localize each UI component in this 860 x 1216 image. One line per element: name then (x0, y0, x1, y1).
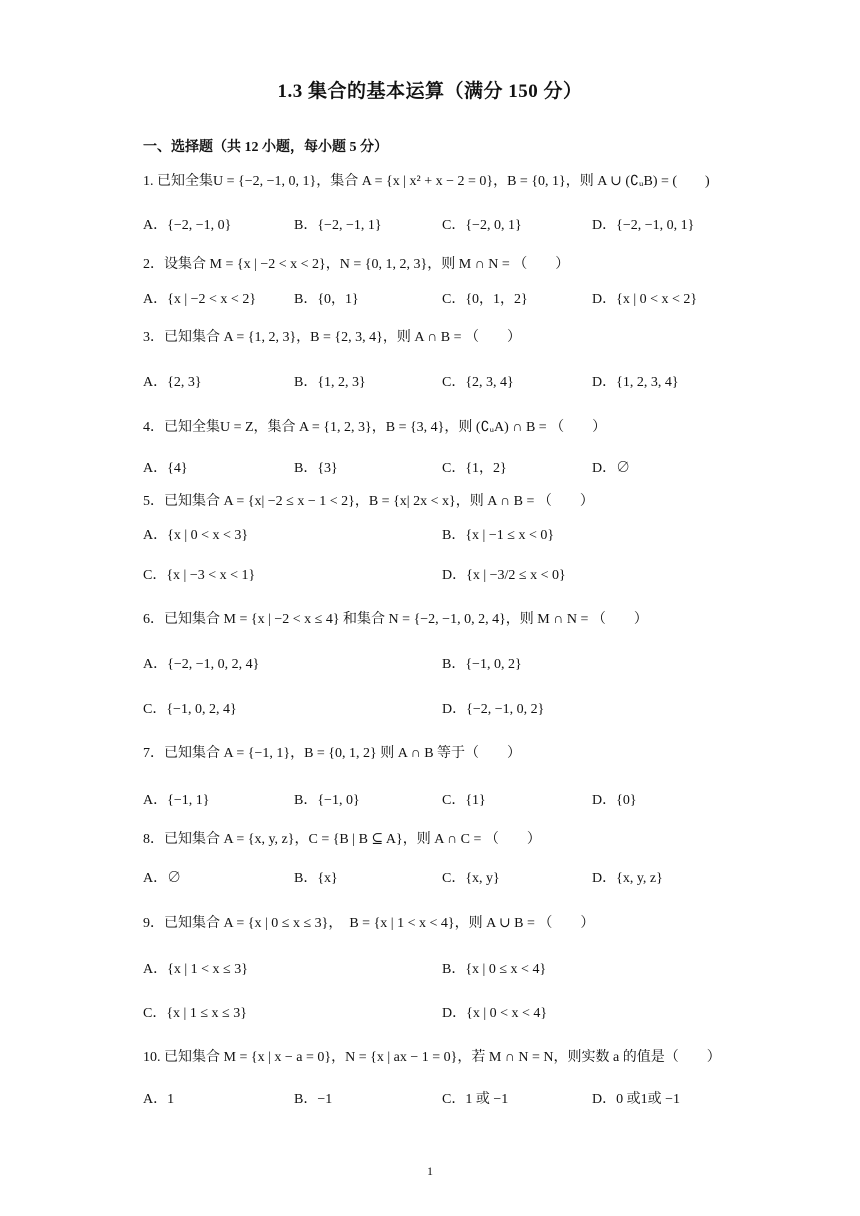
question-9-stem: 9．已知集合 A = {x | 0 ≤ x ≤ 3}， B = {x | 1 < x < 4}，则 A ∪ B = （ ） (143, 916, 595, 931)
question-6-option-c: C．{−1, 0, 2, 4} (143, 702, 237, 717)
question-5-stem: 5．已知集合 A = {x| −2 ≤ x − 1 < 2}，B = {x| 2x < x}，则 A ∩ B = （ ） (143, 494, 594, 509)
question-8-option-a: A．∅ (143, 871, 182, 886)
question-1-option-c: C．{−2, 0, 1} (442, 218, 522, 233)
section-heading: 一、选择题（共 12 小题，每小题 5 分） (143, 140, 388, 155)
question-8-stem: 8．已知集合 A = {x, y, z}，C = {B | B ⊆ A}，则 A ∩ C = （ ） (143, 832, 541, 847)
question-4-option-d: D．∅ (592, 461, 631, 476)
question-7-option-a: A．{−1, 1} (143, 793, 210, 808)
question-8-option-b: B．{x} (294, 871, 338, 886)
page-title: 1.3 集合的基本运算（满分 150 分） (277, 81, 583, 102)
question-8-option-d: D．{x, y, z} (592, 871, 663, 886)
question-1-option-b: B．{−2, −1, 1} (294, 218, 382, 233)
question-9-option-c: C．{x | 1 ≤ x ≤ 3} (143, 1006, 247, 1021)
question-2-option-d: D．{x | 0 < x < 2} (592, 292, 698, 307)
question-7-stem: 7．已知集合 A = {−1, 1}，B = {0, 1, 2} 则 A ∩ B 等于（ ） (143, 746, 522, 761)
question-10-option-c: C．1 或 −1 (442, 1092, 509, 1107)
question-6-option-d: D．{−2, −1, 0, 2} (442, 702, 545, 717)
question-10-option-d: D．0 或1或 −1 (592, 1092, 681, 1107)
question-10-option-b: B．−1 (294, 1092, 333, 1107)
question-3-option-d: D．{1, 2, 3, 4} (592, 375, 679, 390)
question-1-option-d: D．{−2, −1, 0, 1} (592, 218, 695, 233)
question-9-option-b: B．{x | 0 ≤ x < 4} (442, 962, 547, 977)
question-5-option-a: A．{x | 0 < x < 3} (143, 528, 249, 543)
question-2-option-c: C．{0，1，2} (442, 292, 528, 307)
question-3-option-b: B．{1, 2, 3} (294, 375, 366, 390)
question-3-stem: 3．已知集合 A = {1, 2, 3}，B = {2, 3, 4}，则 A ∩ B = （ ） (143, 330, 522, 345)
question-5-option-d: D．{x | −3/2 ≤ x < 0} (442, 568, 566, 583)
question-9-option-d: D．{x | 0 < x < 4} (442, 1006, 548, 1021)
question-4-option-b: B．{3} (294, 461, 338, 476)
question-6-option-b: B．{−1, 0, 2} (442, 657, 522, 672)
question-6-stem: 6．已知集合 M = {x | −2 < x ≤ 4} 和集合 N = {−2, −1, 0, 2, 4}，则 M ∩ N = （ ） (143, 612, 648, 627)
question-8-option-c: C．{x, y} (442, 871, 500, 886)
question-9-option-a: A．{x | 1 < x ≤ 3} (143, 962, 248, 977)
question-7-option-d: D．{0} (592, 793, 637, 808)
question-2-option-b: B．{0，1} (294, 292, 359, 307)
question-5-option-c: C．{x | −3 < x < 1} (143, 568, 256, 583)
question-10-stem: 10. 已知集合 M = {x | x − a = 0}，N = {x | ax − 1 = 0}，若 M ∩ N = N，则实数 a 的值是（ ） (143, 1050, 721, 1065)
question-4-stem: 4．已知全集U = Z，集合 A = {1, 2, 3}，B = {3, 4}，则 (∁ᵤA) ∩ B = （ ） (143, 420, 607, 435)
question-6-option-a: A．{−2, −1, 0, 2, 4} (143, 657, 260, 672)
page-number: 1 (427, 1164, 433, 1178)
question-3-option-a: A．{2, 3} (143, 375, 202, 390)
question-1-option-a: A．{−2, −1, 0} (143, 218, 232, 233)
question-2-stem: 2．设集合 M = {x | −2 < x < 2}，N = {0, 1, 2, 3}，则 M ∩ N = （ ） (143, 257, 570, 272)
question-3-option-c: C．{2, 3, 4} (442, 375, 514, 390)
question-2-option-a: A．{x | −2 < x < 2} (143, 292, 257, 307)
question-5-option-b: B．{x | −1 ≤ x < 0} (442, 528, 555, 543)
question-4-option-a: A．{4} (143, 461, 188, 476)
question-4-option-c: C．{1，2} (442, 461, 507, 476)
question-10-option-a: A．1 (143, 1092, 175, 1107)
question-1-stem: 1. 已知全集U = {−2, −1, 0, 1}，集合 A = {x | x² + x − 2 = 0}，B = {0, 1}，则 A ∪ (∁ᵤB) = ( ) (143, 174, 710, 189)
question-7-option-c: C．{1} (442, 793, 486, 808)
question-7-option-b: B．{−1, 0} (294, 793, 360, 808)
